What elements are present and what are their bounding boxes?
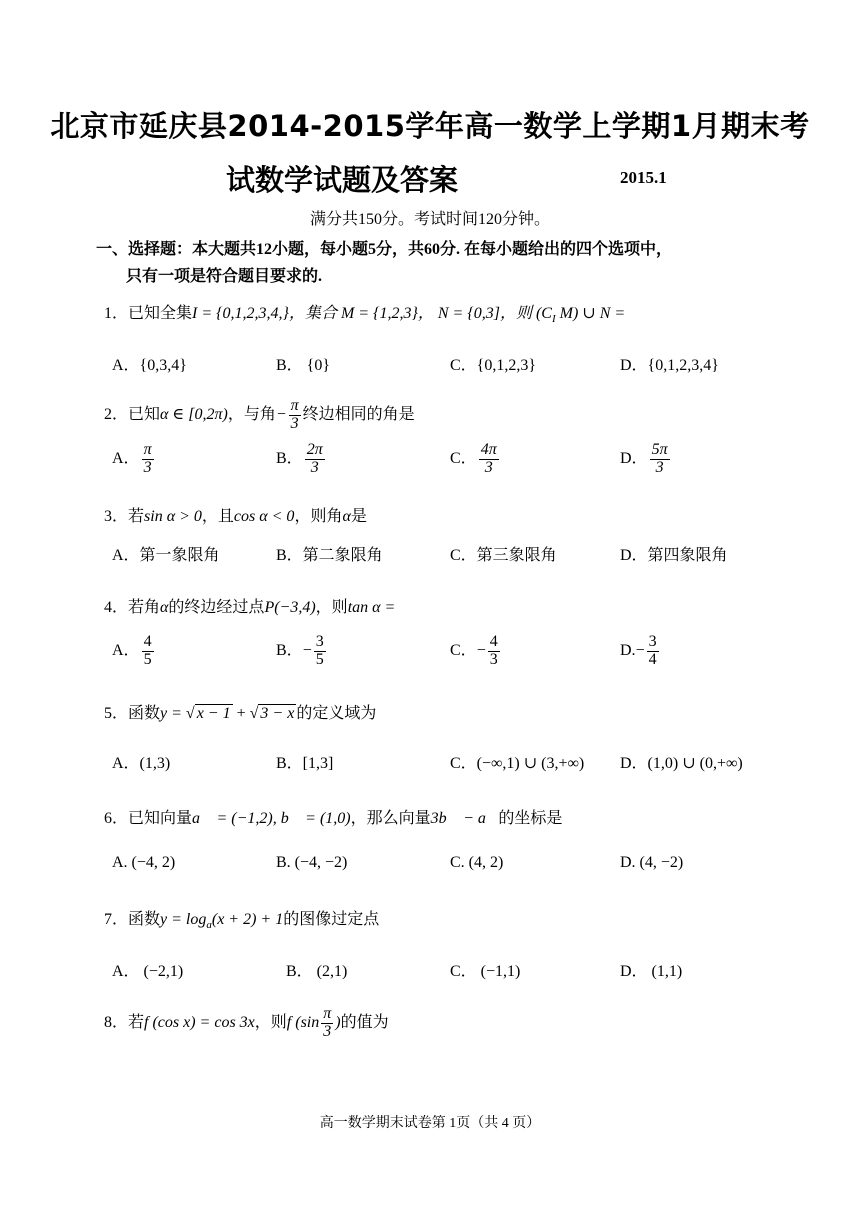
exam-title-line2: 试数学试题及答案 (226, 163, 459, 197)
question-4-option-d: D.− $\frac{3}{4}$ (620, 633, 657, 668)
question-5-stem: 5．函数y = √ x − 1 + √ 3 − x 的定义域为 (104, 705, 377, 722)
fraction: $\frac{\pi}{3}$ (290, 397, 299, 432)
question-1-option-c: C．{0,1,2,3} (450, 357, 537, 374)
exam-title-line1: 北京市延庆县2014-2015学年高一数学上学期1月期末考 (50, 109, 810, 143)
question-6-option-c: C. (4, 2) (450, 854, 504, 871)
section-heading-cont: 只有一项是符合题目要求的. (126, 268, 323, 285)
question-5-option-d: D．(1,0) ∪ (0,+∞) (620, 755, 743, 772)
section-heading: 一、选择题：本大题共12小题，每小题5分，共60分. 在每小题给出的四个选项中， (96, 241, 673, 258)
question-6-stem: 6．已知向量a⃗ = (−1,2), b⃗ = (1,0)，那么向量3b⃗ − a⃗的坐标是 (104, 810, 563, 827)
question-2-option-b: B． $\frac{2\pi}{3}$ (276, 441, 323, 476)
question-4-stem: 4．若角α的终边经过点P(−3,4)，则tan α = (104, 599, 396, 616)
question-4-option-c: C．− $\frac{4}{3}$ (450, 633, 498, 668)
question-3-option-b: B．第二象限角 (276, 547, 383, 564)
question-2-option-d: D． $\frac{5\pi}{3}$ (620, 441, 668, 476)
question-7-stem: 7．函数$y = \log_a(x + 2) + 1$的图像过定点 (104, 911, 380, 932)
question-4-option-a: A． $\frac{4}{5}$ (112, 633, 152, 668)
question-2-stem: 2．已知α ∈ [0,2π)，与角− $\frac{\pi}{3}$ 终边相同的角是 (104, 397, 415, 432)
question-7-option-a: A． (−2,1) (112, 963, 184, 980)
question-3-option-d: D．第四象限角 (620, 547, 728, 564)
question-7-option-c: C． (−1,1) (450, 963, 521, 980)
question-8-stem: 8．若f (cos x) = cos 3x，则f (sin $\frac{\pi}{3}$ )的值为 (104, 1005, 389, 1040)
question-5-option-a: A．(1,3) (112, 755, 171, 772)
question-6-option-b: B. (−4, −2) (276, 854, 348, 871)
question-1-option-b: B． {0} (276, 357, 331, 374)
exam-date: 2015.1 (620, 168, 667, 187)
question-5-option-c: C．(−∞,1) ∪ (3,+∞) (450, 755, 585, 772)
question-7-option-b: B． (2,1) (286, 963, 348, 980)
question-3-option-a: A．第一象限角 (112, 547, 220, 564)
question-1-option-d: D．{0,1,2,3,4} (620, 357, 719, 374)
question-7-option-d: D． (1,1) (620, 963, 683, 980)
question-1-stem: 1．已知全集I = {0,1,2,3,4,}，集合 M = {1,2,3}， N = {0,3]，则 ($C_I$ M) ∪ N = (104, 305, 626, 326)
question-5-option-b: B．[1,3] (276, 755, 334, 772)
question-6-option-d: D. (4, −2) (620, 854, 684, 871)
score-info: 满分共150分。考试时间120分钟。 (309, 211, 550, 228)
question-4-option-b: B．− $\frac{3}{5}$ (276, 633, 324, 668)
question-6-option-a: A. (−4, 2) (112, 854, 176, 871)
question-2-option-c: C． $\frac{4\pi}{3}$ (450, 441, 497, 476)
question-1-option-a: A．{0,3,4} (112, 357, 187, 374)
question-3-option-c: C．第三象限角 (450, 547, 557, 564)
question-2-option-a: A． $\frac{\pi}{3}$ (112, 441, 152, 476)
page-footer: 高一数学期末试卷第 1页（共 4 页） (319, 1116, 541, 1131)
question-3-stem: 3．若sin α > 0，且cos α < 0，则角α是 (104, 508, 367, 525)
